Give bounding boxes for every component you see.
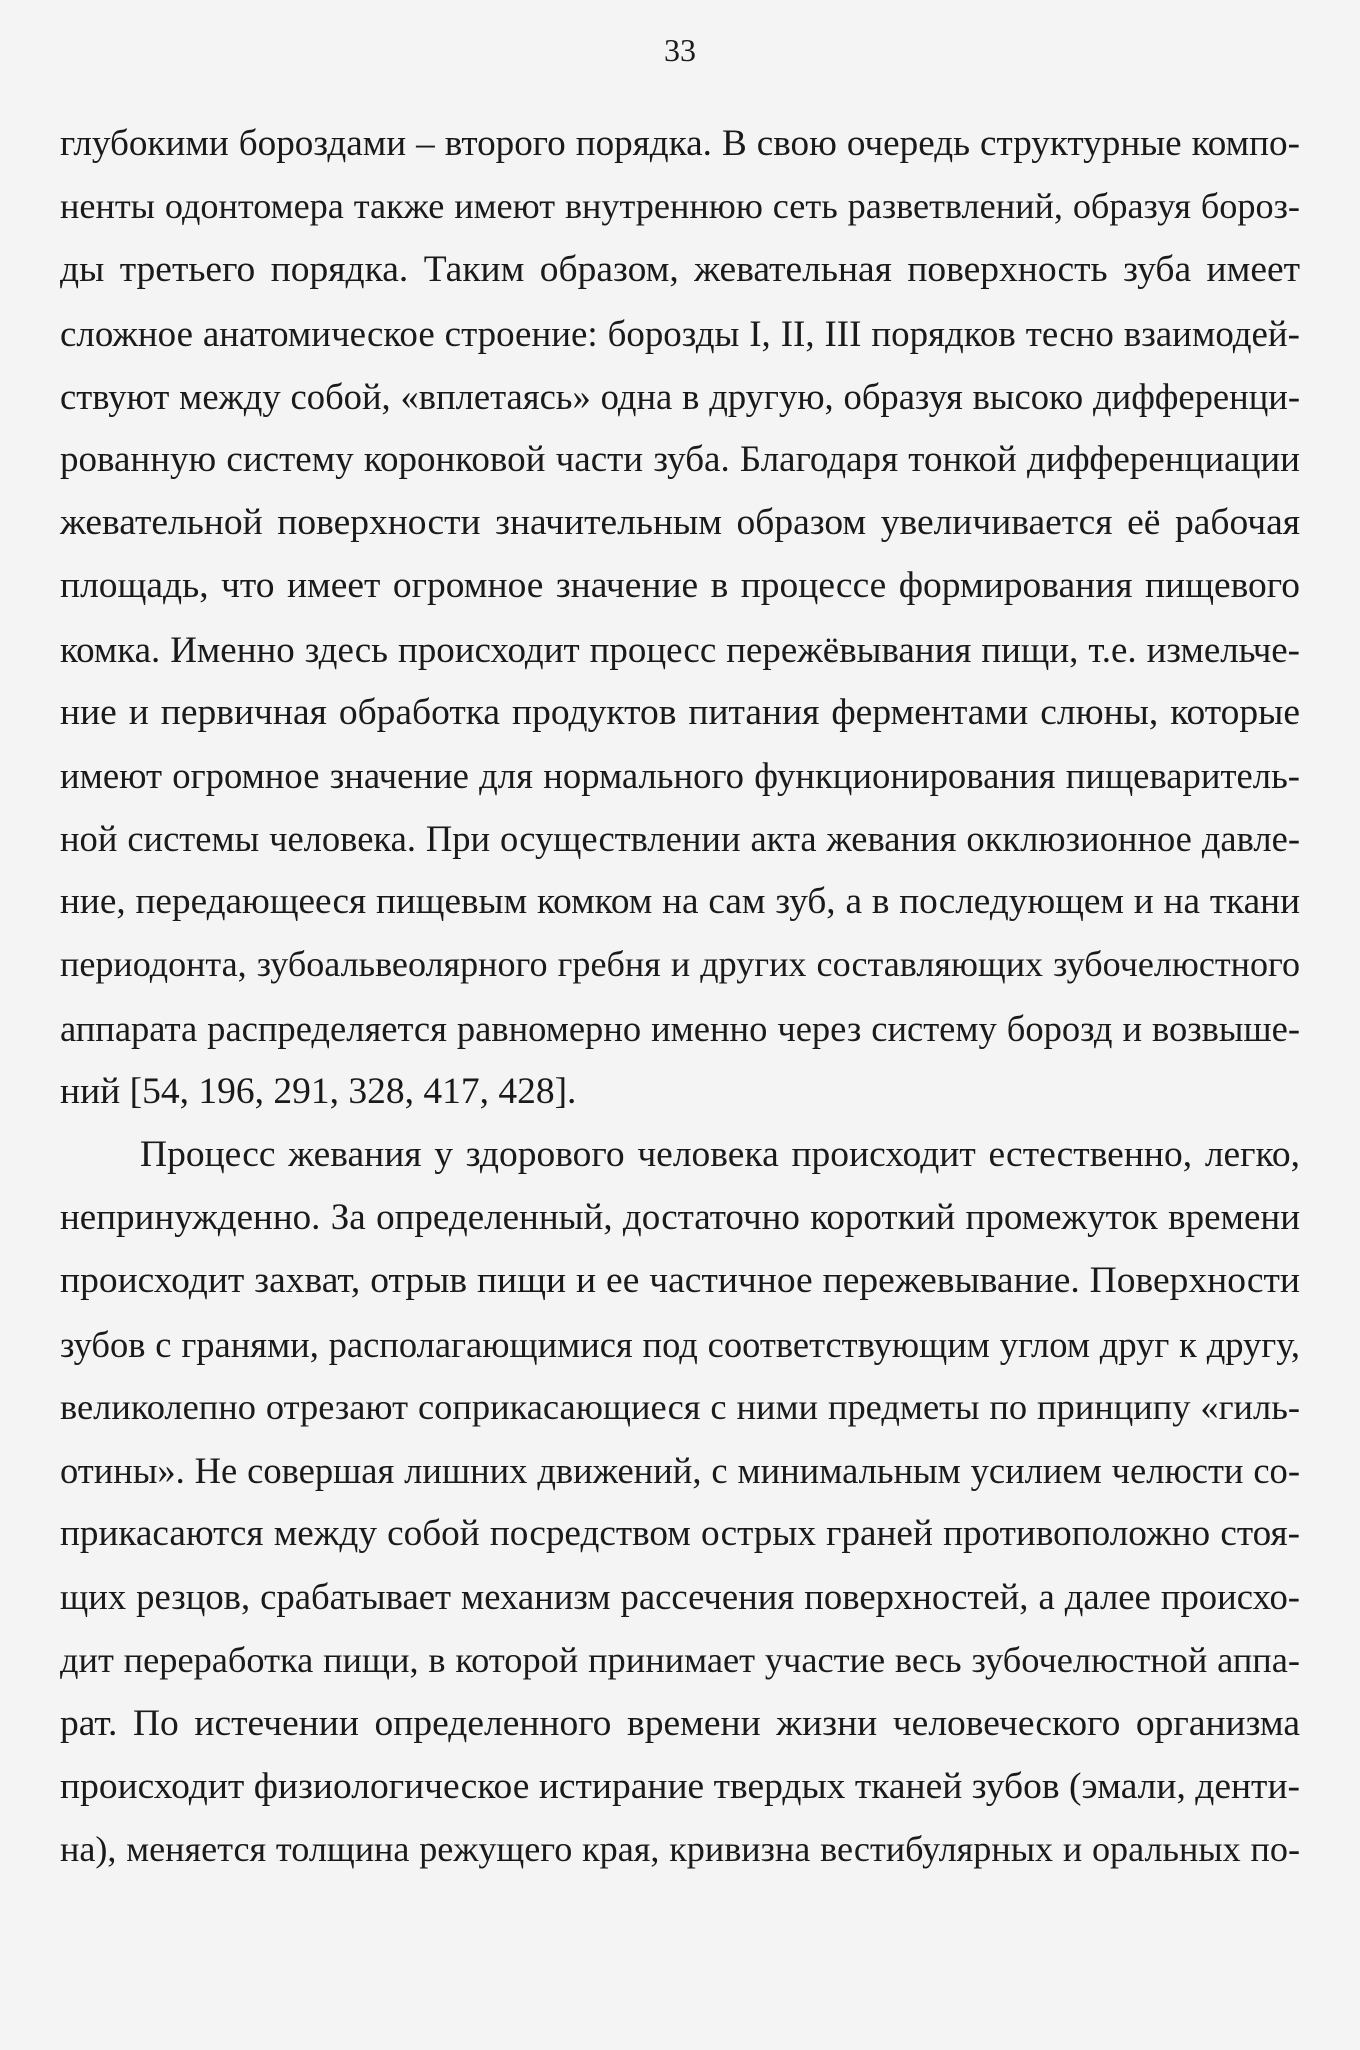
text-line: ний [54, 196, 291, 328, 417, 428]. [60,1070,577,1112]
text-line: щих резцов, срабатывает механизм рассечения поверхностей, а далее происхо- [60,1576,1300,1618]
text-line: ние, передающееся пищевым комком на сам зуб, а в последующем и на ткани [60,881,1300,923]
text-line: периодонта, зубоальвеолярного гребня и других составляющих зубочелюстного [60,944,1300,985]
text-line: комка. Именно здесь происходит процесс пережёвывания пищи, т.е. измельче- [60,628,1300,670]
text-line: жевательной поверхности значительным образом увеличивается её рабочая [60,502,1300,544]
text-line: отины». Не совершая лишних движений, с минимальным усилием челюсти со- [60,1449,1300,1491]
text-line: великолепно отрезают соприкасающиеся с ними предметы по принципу «гиль- [60,1386,1300,1427]
text-line: ние и первичная обработка продуктов питания ферментами слюны, которые [60,691,1300,733]
text-line: дит переработка пищи, в которой принимает участие весь зубочелюстной аппа- [60,1639,1300,1680]
text-line: на), меняется толщина режущего края, кривизна вестибулярных и оральных по- [60,1829,1300,1870]
body-text [60,112,1300,1881]
text-line: ненты одонтомера также имеют внутреннюю сеть разветвлений, образуя бороз- [60,186,1300,227]
text-line: Процесс жевания у здорового человека происходит естественно, легко, [140,1134,1300,1175]
text-line: сложное анатомическое строение: борозды I, II, III порядков тесно взаимодей- [60,312,1300,354]
text-line: ной системы человека. При осуществлении акта жевания окклюзионное давле- [60,818,1300,860]
text-line: ды третьего порядка. Таким образом, жевательная поверхность зуба имеет [60,249,1300,291]
page-number: 33 [664,32,696,68]
text-line: имеют огромное значение для нормального функционирования пищеваритель- [60,754,1300,796]
text-line: происходит физиологическое истирание твердых тканей зубов (эмали, денти- [60,1765,1300,1807]
paragraph-2 [60,1123,1300,1881]
text-line: зубов с гранями, располагающимися под соответствующим углом друг к другу, [60,1323,1300,1365]
paragraph-1 [60,112,1300,1123]
text-line: площадь, что имеет огромное значение в процессе формирования пищевого [60,565,1300,607]
text-line: прикасаются между собой посредством острых граней противоположно стоя- [60,1513,1300,1555]
text-line: рованную систему коронковой части зуба. Благодаря тонкой дифференциации [60,438,1300,480]
text-line: ствуют между собой, «вплетаясь» одна в другую, образуя высоко дифференци- [60,375,1300,417]
text-line: рат. По истечении определенного времени жизни человеческого организма [60,1702,1300,1744]
text-line: непринужденно. За определенный, достаточно короткий промежуток времени [60,1197,1300,1239]
text-line: происходит захват, отрыв пищи и ее частичное пережевывание. Поверхности [60,1260,1300,1302]
text-line: аппарата распределяется равномерно именно через систему борозд и возвыше- [60,1007,1300,1049]
text-line: глубокими бороздами – второго порядка. В свою очередь структурные компо- [60,123,1300,164]
